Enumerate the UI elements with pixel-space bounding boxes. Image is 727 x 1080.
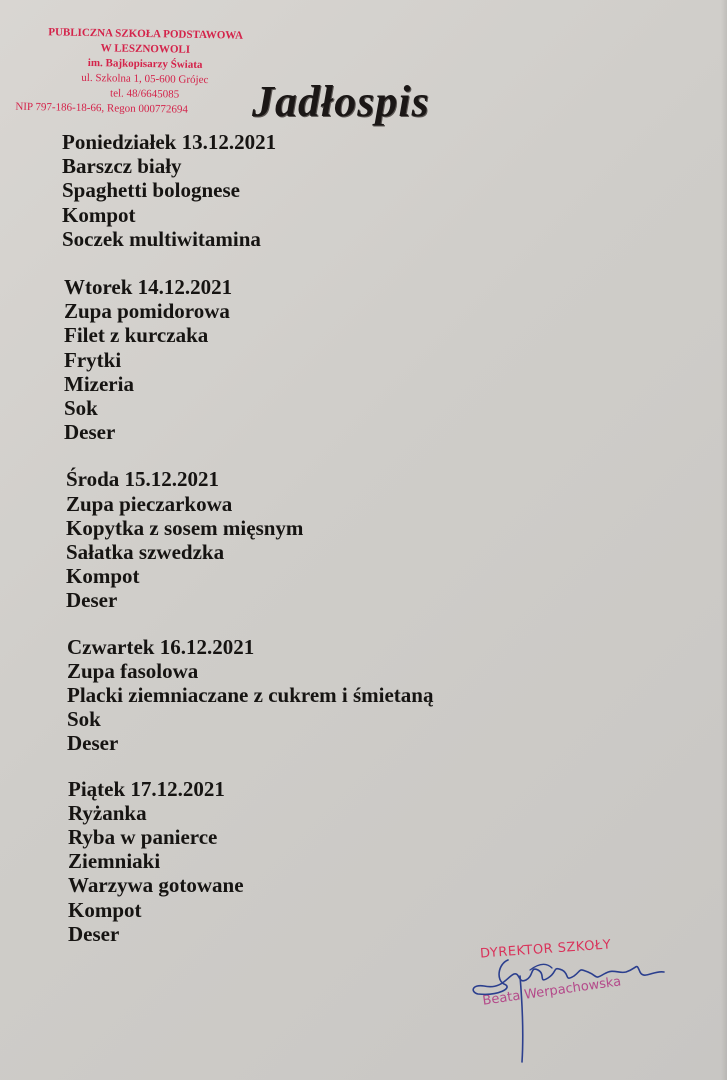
day-header: Środa 15.12.2021 [66,467,220,492]
menu-item: Kompot [66,564,140,589]
menu-item: Sok [67,707,101,732]
menu-item: Sok [64,396,98,421]
menu-item: Spaghetti bolognese [62,178,240,203]
day-monday [62,130,482,251]
menu-item: Filet z kurczaka [64,323,209,348]
page-title: Jadłospis [252,77,430,126]
menu-item: Placki ziemniaczane z cukrem i śmietaną [67,683,434,708]
menu-item: Soczek multiwitamina [62,226,261,251]
stamp-address: ul. Szkolna 1, 05-600 Grójec [81,71,209,87]
menu-item: Ryżanka [68,800,147,825]
menu-item: Zupa fasolowa [67,658,199,683]
director-role: DYREKTOR SZKOŁY [479,937,612,962]
menu-item: Zupa pomidorowa [64,299,230,324]
menu-item: Kompot [68,897,142,922]
stamp-patron: im. Bajkopisarzy Świata [87,57,203,72]
menu-item: Frytki [64,347,122,372]
school-stamp [15,25,261,119]
menu-item: Kompot [62,202,136,227]
day-header: Piątek 17.12.2021 [68,776,225,801]
menu-item: Warzywa gotowane [68,873,244,898]
day-tuesday [64,275,482,444]
stamp-school-name: PUBLICZNA SZKOŁA PODSTAWOWA [48,26,244,42]
menu-item: Zupa pieczarkowa [66,491,233,516]
day-friday [68,777,482,946]
menu-item: Ziemniaki [68,849,161,874]
stamp-phone: tel. 48/6645085 [109,87,180,101]
day-wednesday [66,467,482,612]
weekly-menu [62,130,482,970]
paper-edge [721,0,727,1080]
day-header: Czwartek 16.12.2021 [67,634,255,659]
menu-item: Barszcz biały [62,154,182,179]
stamp-tax-ids: NIP 797-186-18-66, Regon 000772694 [15,100,188,116]
menu-item: Deser [67,731,119,756]
menu-item: Deser [68,921,120,946]
menu-item: Deser [66,588,118,613]
menu-item: Sałatka szwedzka [66,540,225,565]
director-signature [468,940,688,1070]
menu-item: Ryba w panierce [68,825,218,850]
stamp-school-location: W LESZNOWOLI [100,42,191,56]
day-header: Poniedziałek 13.12.2021 [62,130,277,154]
director-name: Beata Werpachowska [481,974,623,1009]
menu-item: Kopytka z sosem mięsnym [66,515,304,540]
menu-item: Mizeria [64,371,134,396]
day-thursday [67,635,482,756]
day-header: Wtorek 14.12.2021 [64,275,233,300]
menu-item: Deser [64,420,116,445]
